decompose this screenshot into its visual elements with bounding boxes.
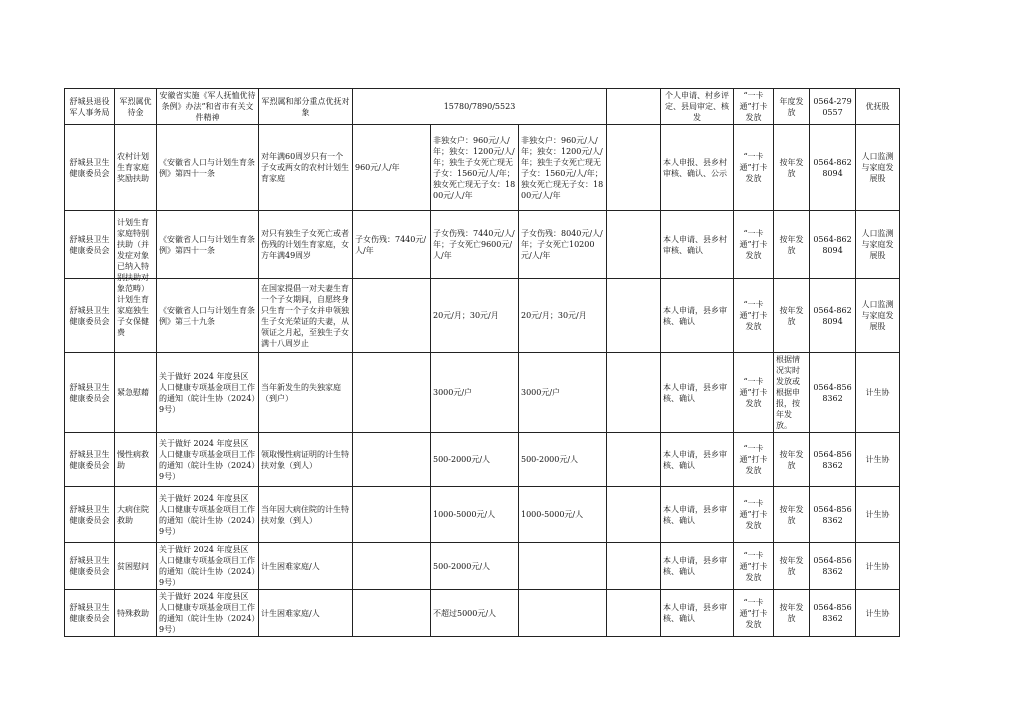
cell-policy: 关于做好 2024 年度县区人口健康专项基金项目工作的通知（皖计生协（2024）9号） [157, 543, 259, 590]
cell-phone: 0564-8568362 [810, 543, 856, 590]
cell-method: “一卡通”打卡发放 [734, 590, 774, 637]
cell-item: 紧急慰藉 [115, 353, 157, 433]
cell-procedure: 本人申请、县乡村审核、确认 [661, 211, 734, 279]
cell-item: 特殊救助 [115, 590, 157, 637]
cell-note: 计生协 [856, 487, 900, 543]
cell-frequency: 按年发放 [774, 433, 810, 487]
cell-empty [607, 89, 661, 125]
cell-policy: 安徽省实施《军人抚恤优待条例》办法”和省市有关文件精神 [157, 89, 259, 125]
table-row [65, 89, 900, 125]
cell-dept: 舒城县卫生健康委员会 [65, 125, 115, 211]
cell-standard-c: 非独女户：960元/人/年；独女：1200元/人/年；独生子女死亡现无子女：1560元/人/年；独女死亡现无子女：1800元/人/年 [519, 125, 607, 211]
cell-frequency: 按年发放 [774, 211, 810, 279]
cell-phone: 0564-8568362 [810, 590, 856, 637]
cell-note: 人口监测与家庭发展股 [856, 211, 900, 279]
cell-procedure: 个人申请、村乡评定、县局审定、核发 [661, 89, 734, 125]
cell-phone: 0564-8568362 [810, 487, 856, 543]
cell-method: “一卡通”打卡发放 [734, 353, 774, 433]
cell-empty [607, 125, 661, 211]
cell-dept: 舒城县卫生健康委员会 [65, 211, 115, 279]
cell-empty [607, 433, 661, 487]
cell-method: “一卡通”打卡发放 [734, 279, 774, 353]
cell-method: “一卡通”打卡发放 [734, 487, 774, 543]
cell-dept: 舒城县卫生健康委员会 [65, 279, 115, 353]
cell-frequency: 根据情况实时发放或根据申报，按年发放。 [774, 353, 810, 433]
cell-procedure: 本人申请，县乡审核、确认 [661, 590, 734, 637]
cell-frequency: 按年发放 [774, 590, 810, 637]
cell-target: 计生困难家庭/人 [259, 590, 353, 637]
cell-phone: 0564-8568362 [810, 353, 856, 433]
cell-frequency: 按年发放 [774, 543, 810, 590]
cell-standard-c [519, 590, 607, 637]
cell-standard-a [353, 353, 431, 433]
cell-phone: 0564-8628094 [810, 211, 856, 279]
cell-standard-b: 3000元/户 [431, 353, 519, 433]
cell-item: 农村计划生育家庭奖励扶助 [115, 125, 157, 211]
cell-phone: 0564-8628094 [810, 279, 856, 353]
cell-frequency: 年度发放 [774, 89, 810, 125]
cell-target: 对只有独生子女死亡或者伤残的计划生育家庭，女方年满49周岁 [259, 211, 353, 279]
cell-standard-c: 20元/月；30元/月 [519, 279, 607, 353]
subsidy-table [64, 88, 900, 637]
cell-standard-b: 不超过5000元/人 [431, 590, 519, 637]
cell-method: “一卡通”打卡发放 [734, 433, 774, 487]
table-row [65, 211, 900, 279]
cell-target: 对年满60周岁只有一个子女或两女的农村计划生育家庭 [259, 125, 353, 211]
cell-dept: 舒城县卫生健康委员会 [65, 353, 115, 433]
table-row [65, 125, 900, 211]
cell-policy: 关于做好 2024 年度县区人口健康专项基金项目工作的通知（皖计生协（2024）9号） [157, 590, 259, 637]
cell-note: 计生协 [856, 433, 900, 487]
table-row [65, 543, 900, 590]
cell-policy: 关于做好 2024 年度县区人口健康专项基金项目工作的通知（皖计生协（2024）9号） [157, 353, 259, 433]
cell-procedure: 本人申请，县乡审核、确认 [661, 279, 734, 353]
cell-procedure: 本人申报、县乡村审核、确认、公示 [661, 125, 734, 211]
cell-method: “一卡通”打卡发放 [734, 543, 774, 590]
cell-empty [607, 353, 661, 433]
cell-item: 大病住院救助 [115, 487, 157, 543]
cell-standard-a [353, 590, 431, 637]
cell-phone: 0564-2790557 [810, 89, 856, 125]
cell-policy: 关于做好 2024 年度县区人口健康专项基金项目工作的通知（皖计生协（2024）9号） [157, 487, 259, 543]
cell-standard-b: 非独女户：960元/人/年；独女：1200元/人/年；独生子女死亡现无子女：1560元/人/年；独女死亡现无子女：1800元/人/年 [431, 125, 519, 211]
cell-standard-c: 500-2000元/人 [519, 433, 607, 487]
cell-note: 计生协 [856, 590, 900, 637]
cell-standard: 15780/7890/5523 [353, 89, 607, 125]
table-row [65, 433, 900, 487]
cell-note: 计生协 [856, 353, 900, 433]
cell-standard-c: 1000-5000元/人 [519, 487, 607, 543]
cell-standard-b: 500-2000元/人 [431, 433, 519, 487]
table-row [65, 487, 900, 543]
cell-standard-a [353, 543, 431, 590]
cell-phone: 0564-8568362 [810, 433, 856, 487]
cell-standard-b: 1000-5000元/人 [431, 487, 519, 543]
table-row [65, 279, 900, 353]
cell-dept: 舒城县退役军人事务局 [65, 89, 115, 125]
cell-note: 优抚股 [856, 89, 900, 125]
cell-frequency: 按年发放 [774, 487, 810, 543]
cell-standard-c: 3000元/户 [519, 353, 607, 433]
cell-dept: 舒城县卫生健康委员会 [65, 543, 115, 590]
cell-method: “一卡通”打卡发放 [734, 89, 774, 125]
cell-target [259, 279, 353, 353]
cell-procedure: 本人申请，县乡审核、确认 [661, 487, 734, 543]
cell-method: “一卡通”打卡发放 [734, 125, 774, 211]
cell-target: 当年因大病住院的计生特扶对象（到人） [259, 487, 353, 543]
cell-standard-b: 20元/月；30元/月 [431, 279, 519, 353]
cell-target: 计生困难家庭/人 [259, 543, 353, 590]
cell-item: 军烈属优待金 [115, 89, 157, 125]
cell-standard-a: 960元/人/年 [353, 125, 431, 211]
cell-dept: 舒城县卫生健康委员会 [65, 433, 115, 487]
cell-empty [607, 279, 661, 353]
table-row [65, 353, 900, 433]
cell-policy: 《安徽省人口与计划生育条例》第四十一条 [157, 125, 259, 211]
cell-standard-b: 子女伤残：7440元/人/年；子女死亡9600元/人/年 [431, 211, 519, 279]
cell-procedure: 本人申请，县乡审核、确认 [661, 543, 734, 590]
cell-target-text: 在国家提倡一对夫妻生育一个子女期间，自愿终身只生育一个子女并申领独生子女光荣证的夫妻，从领证之月起，至独生子女满十八周岁止 [261, 283, 349, 348]
cell-item-text: 计划生育家庭特别扶助（并发症对象已纳入特别扶助对象范畴） [117, 217, 149, 293]
cell-note: 人口监测与家庭发展股 [856, 125, 900, 211]
cell-standard-b: 500-2000元/人 [431, 543, 519, 590]
cell-policy: 关于做好 2024 年度县区人口健康专项基金项目工作的通知（皖计生协（2024）9号） [157, 433, 259, 487]
cell-note: 计生协 [856, 543, 900, 590]
cell-dept: 舒城县卫生健康委员会 [65, 487, 115, 543]
cell-policy: 《安徽省人口与计划生育条例》第四十一条 [157, 211, 259, 279]
cell-item: 贫困慰问 [115, 543, 157, 590]
cell-empty [607, 487, 661, 543]
cell-standard-a: 子女伤残：7440元/人/年 [353, 211, 431, 279]
cell-standard-a [353, 487, 431, 543]
cell-standard-a [353, 279, 431, 353]
cell-procedure: 本人申请，县乡审核、确认 [661, 353, 734, 433]
cell-phone: 0564-8628094 [810, 125, 856, 211]
cell-frequency: 按年发放 [774, 279, 810, 353]
cell-empty [607, 211, 661, 279]
cell-item: 计划生育家庭独生子女保健费 [115, 279, 157, 353]
table-row [65, 590, 900, 637]
cell-empty [607, 590, 661, 637]
cell-standard-c: 子女伤残：8040元/人/年；子女死亡10200元/人/年 [519, 211, 607, 279]
cell-standard-a [353, 433, 431, 487]
cell-frequency: 按年发放 [774, 125, 810, 211]
cell-target: 军烈属和部分重点优抚对象 [259, 89, 353, 125]
cell-item: 慢性病救助 [115, 433, 157, 487]
cell-note: 人口监测与家庭发展股 [856, 279, 900, 353]
cell-item [115, 211, 157, 293]
cell-standard-c [519, 543, 607, 590]
cell-target: 当年新发生的失独家庭（到户） [259, 353, 353, 433]
cell-method: “一卡通”打卡发放 [734, 211, 774, 279]
cell-procedure: 本人申请，县乡审核、确认 [661, 433, 734, 487]
cell-target: 领取慢性病证明的计生特扶对象（到人） [259, 433, 353, 487]
cell-dept: 舒城县卫生健康委员会 [65, 590, 115, 637]
cell-policy: 《安徽省人口与计划生育条例》第三十九条 [157, 279, 259, 353]
cell-empty [607, 543, 661, 590]
